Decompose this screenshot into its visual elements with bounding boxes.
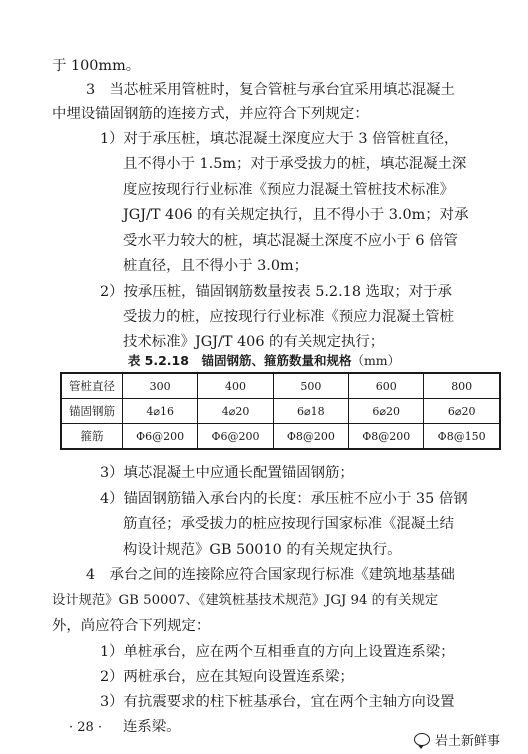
chat-bubble-icon (414, 733, 430, 746)
text-line: 4）锚固钢筋锚入承台内的长度：承压桩不应小于 35 倍钢 (100, 491, 468, 507)
text-line: 度应按现行行业标准《预应力混凝土管桩技术标准》 (123, 182, 454, 198)
text-line: 3）填芯混凝土中应通长配置锚固钢筋； (100, 465, 354, 481)
table-row (61, 373, 500, 399)
text-line: JGJ/T 406 的有关规定执行，且不得小于 3.0m；对承 (123, 207, 469, 223)
table-row (61, 399, 500, 424)
table-title-text: 表 5.2.18 锚固钢筋、箍筋数量和规格 (127, 353, 352, 368)
page-number: · 28 · (69, 720, 103, 735)
text-line: 连系梁。 (123, 719, 181, 735)
table-cell: Φ6@200 (198, 424, 273, 450)
text-line: 技术标准》JGJ/T 406 的有关规定执行； (123, 334, 385, 350)
table-cell: Φ8@150 (424, 424, 500, 450)
text-line: 构设计规范》GB 50010 的有关规定执行。 (123, 542, 402, 558)
table-cell: 6⌀18 (273, 399, 348, 424)
text-line: 1）对于承压桩，填芯混凝土深度应大于 3 倍管桩直径， (100, 131, 459, 147)
table-cell: Φ8@200 (273, 424, 348, 450)
watermark-logo (414, 730, 500, 749)
table-cell: 300 (123, 373, 198, 399)
table-cell: Φ8@200 (349, 424, 424, 450)
text-line: 中埋设锚固钢筋的连接方式，并应符合下列规定： (52, 106, 369, 122)
table-cell: 400 (198, 373, 273, 399)
row-header: 箍筋 (61, 424, 123, 450)
spec-table (60, 372, 501, 450)
text-line: 设计规范》GB 50007、《建筑桩基技术规范》JGJ 94 的有关规定 (52, 593, 439, 608)
text-line: 2）按承压桩，锚固钢筋数量按表 5.2.18 选取；对于承 (100, 284, 452, 300)
text-line: 4 承台之间的连接除应符合国家现行标准《建筑地基基础 (86, 567, 455, 583)
text-line: 桩直径，且不得小于 3.0m； (123, 258, 309, 274)
table-cell: 500 (273, 373, 348, 399)
table-cell: Φ6@200 (123, 424, 198, 450)
text-line: 3 当芯桩采用管桩时，复合管桩与承台宜采用填芯混凝土 (86, 82, 455, 98)
text-line: 于 100mm。 (52, 58, 141, 74)
text-line: 筋直径；承受拔力的桩应按现行国家标准《混凝土结 (123, 516, 454, 532)
table-cell: 6⌀20 (424, 399, 500, 424)
text-line: 受水平力较大的桩，填芯混凝土深度不应小于 6 倍管 (123, 233, 458, 249)
text-line: 3）有抗震要求的柱下桩基承台，宜在两个主轴方向设置 (100, 694, 455, 710)
text-line: 受拔力的桩，应按现行行业标准《预应力混凝土管桩 (123, 309, 454, 325)
text-line: 且不得小于 1.5m；对于承受拔力的桩，填芯混凝土深 (123, 156, 467, 172)
text-line: 外，尚应符合下列规定： (52, 618, 211, 634)
table-title (0, 352, 528, 370)
logo-text: 岩土新鲜事 (435, 734, 501, 749)
table-cell: 4⌀20 (198, 399, 273, 424)
row-header: 管桩直径 (61, 373, 123, 399)
text-line: 2）两桩承台，应在其短向设置连系梁； (100, 669, 354, 685)
text-line: 1）单桩承台，应在两个互相垂直的方向上设置连系梁； (100, 644, 455, 660)
table-cell: 600 (349, 373, 424, 399)
table-unit: （mm） (351, 353, 401, 368)
table-cell: 4⌀16 (123, 399, 198, 424)
table-cell: 800 (424, 373, 500, 399)
row-header: 锚固钢筋 (61, 399, 123, 424)
table-row (61, 424, 500, 450)
table-cell: 6⌀20 (349, 399, 424, 424)
